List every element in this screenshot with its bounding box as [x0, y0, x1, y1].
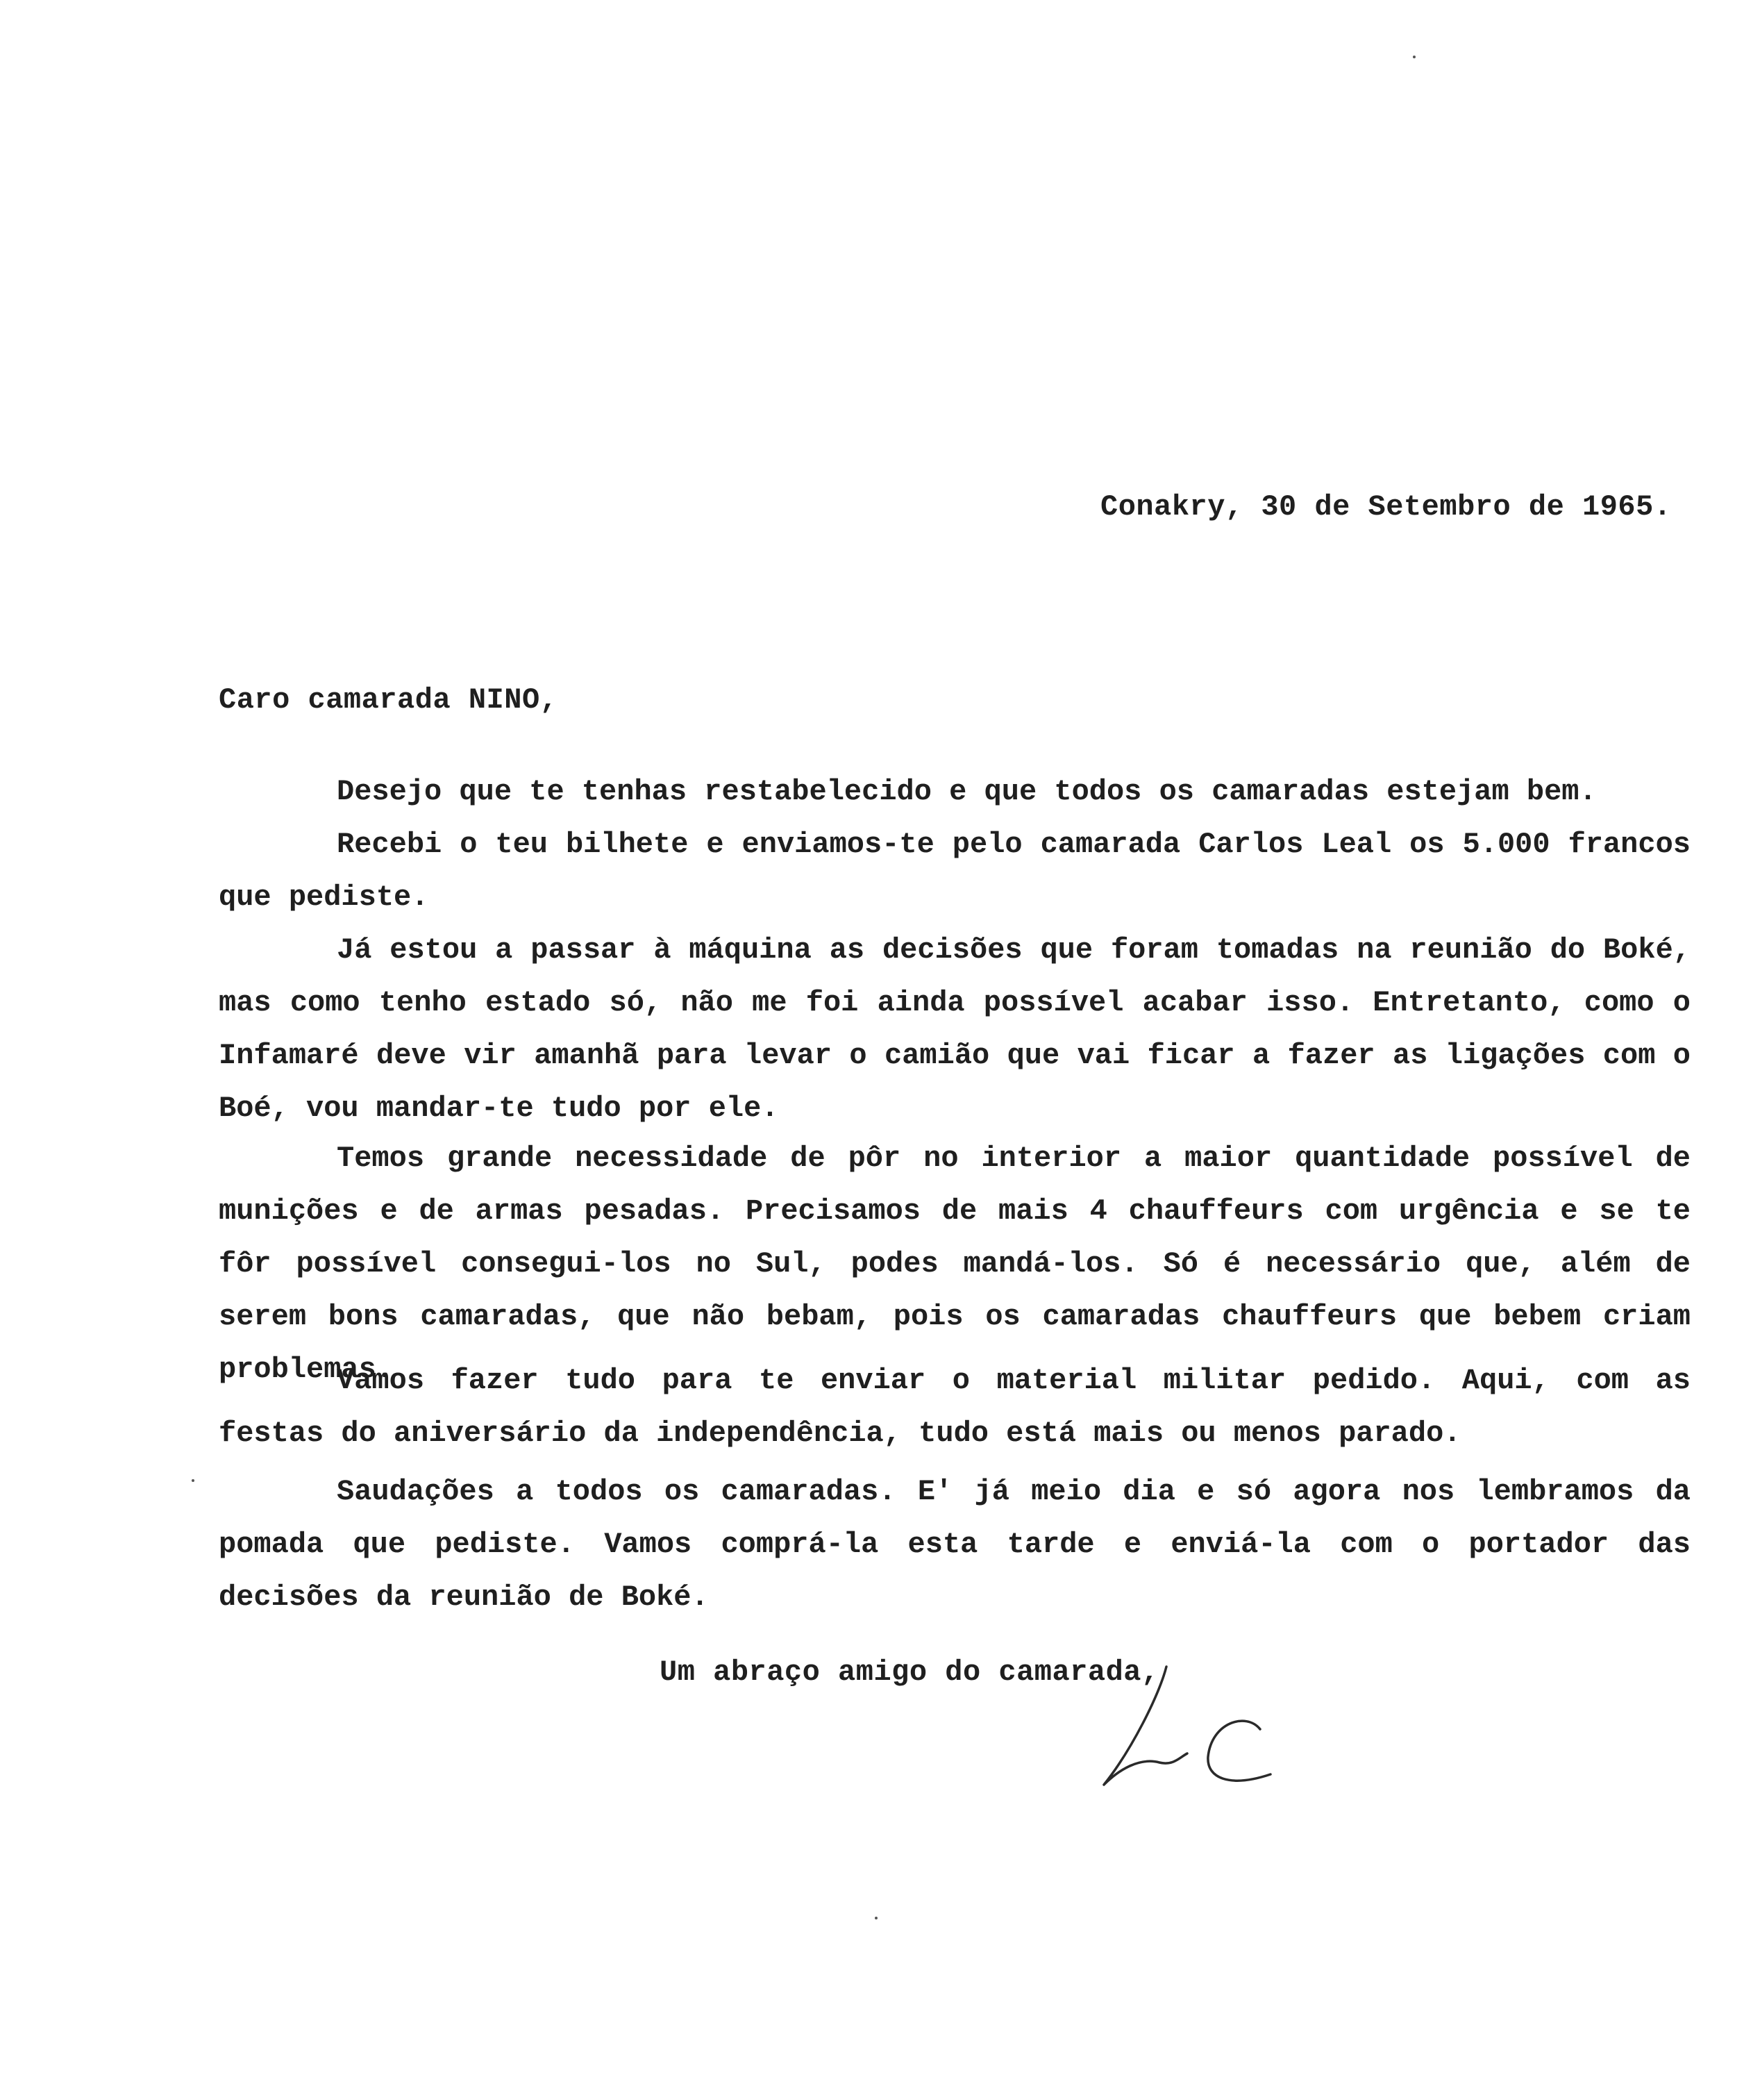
paper-speck [192, 1479, 194, 1482]
paragraph-1: Desejo que te tenhas restabelecido e que todos os camaradas estejam bem. [337, 775, 1597, 808]
paragraph-4: Temos grande necessidade de pôr no interior a maior quantidade possível de munições e de armas pesadas. Precisamos de mais 4 chauffeurs com urgência e se te fôr possível consegui-los no Sul, podes mandá-los. Só é necessário que, além de serem bons camaradas, que não bebam, pois os camaradas chauffeurs que bebem criam problemas. [219, 1142, 1691, 1386]
paper-speck [875, 1917, 878, 1919]
dateline: Conakry, 30 de Setembro de 1965. [1100, 490, 1672, 524]
paragraph-6: Saudações a todos os camaradas. E' já meio dia e só agora nos lembramos da pomada que pediste. Vamos comprá-la esta tarde e enviá-la com o portador das decisões da reunião de Boké. [219, 1475, 1691, 1614]
salutation: Caro camarada NINO, [219, 683, 558, 717]
paragraph-3: Já estou a passar à máquina as decisões que foram tomadas na reunião do Boké, mas como tenho estado só, não me foi ainda possível acabar isso. Entretanto, como o Infamaré deve vir amanhã para levar o camião que vai ficar a fazer as ligações com o Boé, vou mandar-te tudo por ele. [219, 933, 1691, 1125]
paper-speck [1413, 56, 1416, 58]
paragraph-5: Vamos fazer tudo para te enviar o material militar pedido. Aqui, com as festas do aniversário da independência, tudo está mais ou menos parado. [219, 1364, 1691, 1450]
paragraph-2: Recebi o teu bilhete e enviamos-te pelo camarada Carlos Leal os 5.000 francos que pediste. [219, 828, 1691, 914]
closing: Um abraço amigo do camarada, [660, 1656, 1159, 1689]
handwritten-signature [1090, 1653, 1298, 1792]
